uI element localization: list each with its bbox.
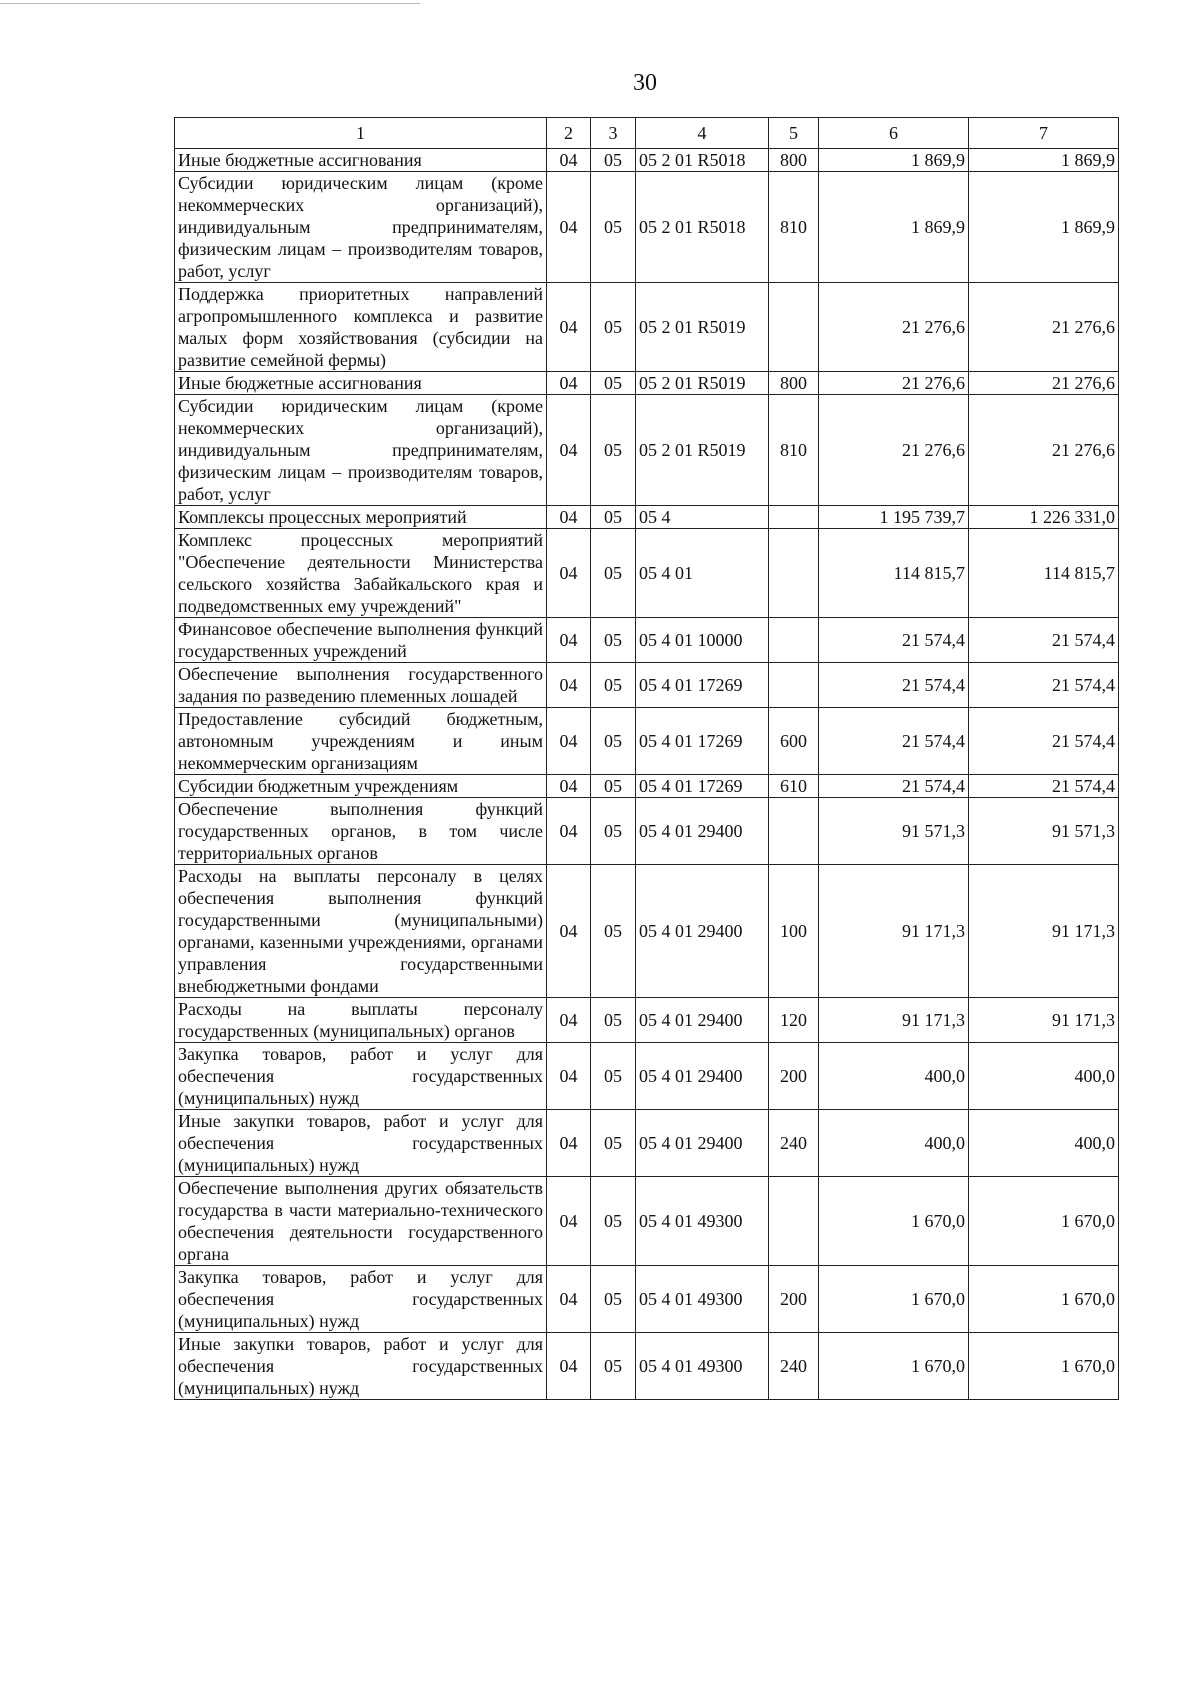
section-cell: 04 bbox=[547, 506, 591, 529]
amount-year1-cell: 1 670,0 bbox=[819, 1266, 969, 1333]
amount-year1-cell: 1 670,0 bbox=[819, 1177, 969, 1266]
subsection-cell: 05 bbox=[591, 708, 636, 775]
amount-year1-cell: 1 869,9 bbox=[819, 172, 969, 283]
table-row bbox=[175, 283, 1119, 372]
amount-year2-cell: 21 276,6 bbox=[969, 283, 1119, 372]
expense-name-cell: Субсидии юридическим лицам (кроме некоммерческих организаций), индивидуальным предпринимателям, физическим лицам – производителям товаров, работ, услуг bbox=[175, 172, 547, 283]
expense-name-cell: Иные бюджетные ассигнования bbox=[175, 372, 547, 395]
subsection-cell: 05 bbox=[591, 395, 636, 506]
target-article-cell: 05 4 01 10000 bbox=[636, 618, 769, 663]
amount-year2-cell: 21 276,6 bbox=[969, 372, 1119, 395]
subsection-cell: 05 bbox=[591, 865, 636, 998]
expense-name-cell: Комплекс процессных мероприятий "Обеспечение деятельности Министерства сельского хозяйства Забайкальского края и подведомственных ему учреждений" bbox=[175, 529, 547, 618]
column-header: 2 bbox=[547, 118, 591, 149]
subsection-cell: 05 bbox=[591, 1110, 636, 1177]
expense-type-cell bbox=[769, 1177, 819, 1266]
budget-table bbox=[174, 117, 1119, 1400]
expense-type-cell: 100 bbox=[769, 865, 819, 998]
target-article-cell: 05 4 01 17269 bbox=[636, 775, 769, 798]
amount-year2-cell: 400,0 bbox=[969, 1043, 1119, 1110]
target-article-cell: 05 4 bbox=[636, 506, 769, 529]
table-row bbox=[175, 529, 1119, 618]
table-row bbox=[175, 1043, 1119, 1110]
expense-name-cell: Комплексы процессных мероприятий bbox=[175, 506, 547, 529]
amount-year1-cell: 21 574,4 bbox=[819, 775, 969, 798]
amount-year1-cell: 21 574,4 bbox=[819, 618, 969, 663]
expense-name-cell: Обеспечение выполнения государственного задания по разведению племенных лошадей bbox=[175, 663, 547, 708]
expense-name-cell: Закупка товаров, работ и услуг для обеспечения государственных (муниципальных) нужд bbox=[175, 1043, 547, 1110]
subsection-cell: 05 bbox=[591, 506, 636, 529]
target-article-cell: 05 4 01 49300 bbox=[636, 1177, 769, 1266]
subsection-cell: 05 bbox=[591, 798, 636, 865]
target-article-cell: 05 2 01 R5019 bbox=[636, 395, 769, 506]
target-article-cell: 05 4 01 17269 bbox=[636, 663, 769, 708]
amount-year1-cell: 91 171,3 bbox=[819, 998, 969, 1043]
section-cell: 04 bbox=[547, 1177, 591, 1266]
subsection-cell: 05 bbox=[591, 1266, 636, 1333]
section-cell: 04 bbox=[547, 1266, 591, 1333]
target-article-cell: 05 2 01 R5018 bbox=[636, 172, 769, 283]
section-cell: 04 bbox=[547, 798, 591, 865]
amount-year1-cell: 21 574,4 bbox=[819, 663, 969, 708]
table-row bbox=[175, 1177, 1119, 1266]
subsection-cell: 05 bbox=[591, 149, 636, 172]
target-article-cell: 05 4 01 29400 bbox=[636, 998, 769, 1043]
amount-year1-cell: 21 276,6 bbox=[819, 372, 969, 395]
table-row bbox=[175, 506, 1119, 529]
amount-year2-cell: 91 171,3 bbox=[969, 865, 1119, 998]
subsection-cell: 05 bbox=[591, 172, 636, 283]
section-cell: 04 bbox=[547, 618, 591, 663]
amount-year2-cell: 114 815,7 bbox=[969, 529, 1119, 618]
amount-year2-cell: 1 869,9 bbox=[969, 172, 1119, 283]
expense-type-cell bbox=[769, 529, 819, 618]
section-cell: 04 bbox=[547, 395, 591, 506]
expense-type-cell: 800 bbox=[769, 372, 819, 395]
amount-year1-cell: 1 670,0 bbox=[819, 1333, 969, 1400]
table-row bbox=[175, 998, 1119, 1043]
amount-year2-cell: 21 276,6 bbox=[969, 395, 1119, 506]
subsection-cell: 05 bbox=[591, 775, 636, 798]
amount-year1-cell: 400,0 bbox=[819, 1043, 969, 1110]
expense-type-cell: 610 bbox=[769, 775, 819, 798]
target-article-cell: 05 4 01 17269 bbox=[636, 708, 769, 775]
subsection-cell: 05 bbox=[591, 529, 636, 618]
amount-year1-cell: 1 195 739,7 bbox=[819, 506, 969, 529]
expense-name-cell: Поддержка приоритетных направлений агропромышленного комплекса и развитие малых форм хозяйствования (субсидии на развитие семейной фермы) bbox=[175, 283, 547, 372]
amount-year1-cell: 21 276,6 bbox=[819, 395, 969, 506]
table-row bbox=[175, 395, 1119, 506]
subsection-cell: 05 bbox=[591, 372, 636, 395]
amount-year2-cell: 1 670,0 bbox=[969, 1266, 1119, 1333]
amount-year2-cell: 1 226 331,0 bbox=[969, 506, 1119, 529]
expense-type-cell bbox=[769, 663, 819, 708]
target-article-cell: 05 4 01 49300 bbox=[636, 1266, 769, 1333]
expense-name-cell: Субсидии юридическим лицам (кроме некоммерческих организаций), индивидуальным предпринимателям, физическим лицам – производителям товаров, работ, услуг bbox=[175, 395, 547, 506]
section-cell: 04 bbox=[547, 708, 591, 775]
target-article-cell: 05 4 01 49300 bbox=[636, 1333, 769, 1400]
expense-type-cell: 810 bbox=[769, 395, 819, 506]
expense-name-cell: Обеспечение выполнения других обязательств государства в части материально-технического обеспечения деятельности государственного органа bbox=[175, 1177, 547, 1266]
expense-name-cell: Финансовое обеспечение выполнения функций государственных учреждений bbox=[175, 618, 547, 663]
amount-year1-cell: 91 571,3 bbox=[819, 798, 969, 865]
subsection-cell: 05 bbox=[591, 663, 636, 708]
target-article-cell: 05 4 01 29400 bbox=[636, 1110, 769, 1177]
section-cell: 04 bbox=[547, 998, 591, 1043]
amount-year1-cell: 400,0 bbox=[819, 1110, 969, 1177]
scan-edge bbox=[0, 3, 420, 4]
subsection-cell: 05 bbox=[591, 1043, 636, 1110]
section-cell: 04 bbox=[547, 1333, 591, 1400]
column-header: 3 bbox=[591, 118, 636, 149]
amount-year2-cell: 21 574,4 bbox=[969, 663, 1119, 708]
expense-name-cell: Иные бюджетные ассигнования bbox=[175, 149, 547, 172]
subsection-cell: 05 bbox=[591, 1333, 636, 1400]
subsection-cell: 05 bbox=[591, 283, 636, 372]
section-cell: 04 bbox=[547, 775, 591, 798]
expense-name-cell: Закупка товаров, работ и услуг для обеспечения государственных (муниципальных) нужд bbox=[175, 1266, 547, 1333]
table-row bbox=[175, 372, 1119, 395]
target-article-cell: 05 2 01 R5018 bbox=[636, 149, 769, 172]
expense-type-cell: 200 bbox=[769, 1266, 819, 1333]
target-article-cell: 05 4 01 29400 bbox=[636, 798, 769, 865]
section-cell: 04 bbox=[547, 172, 591, 283]
target-article-cell: 05 4 01 29400 bbox=[636, 865, 769, 998]
section-cell: 04 bbox=[547, 283, 591, 372]
expense-name-cell: Предоставление субсидий бюджетным, автономным учреждениям и иным некоммерческим организациям bbox=[175, 708, 547, 775]
column-header: 7 bbox=[969, 118, 1119, 149]
section-cell: 04 bbox=[547, 1110, 591, 1177]
expense-type-cell: 600 bbox=[769, 708, 819, 775]
expense-name-cell: Расходы на выплаты персоналу в целях обеспечения выполнения функций государственными (муниципальными) органами, казенными учреждениями, органами управления государственными внебюджетными фондами bbox=[175, 865, 547, 998]
expense-type-cell bbox=[769, 506, 819, 529]
expense-name-cell: Обеспечение выполнения функций государственных органов, в том числе территориальных органов bbox=[175, 798, 547, 865]
table-row bbox=[175, 1266, 1119, 1333]
expense-type-cell: 240 bbox=[769, 1110, 819, 1177]
column-header: 5 bbox=[769, 118, 819, 149]
column-header: 4 bbox=[636, 118, 769, 149]
section-cell: 04 bbox=[547, 149, 591, 172]
expense-type-cell: 810 bbox=[769, 172, 819, 283]
expense-type-cell bbox=[769, 618, 819, 663]
section-cell: 04 bbox=[547, 529, 591, 618]
target-article-cell: 05 2 01 R5019 bbox=[636, 283, 769, 372]
target-article-cell: 05 4 01 29400 bbox=[636, 1043, 769, 1110]
subsection-cell: 05 bbox=[591, 998, 636, 1043]
amount-year1-cell: 114 815,7 bbox=[819, 529, 969, 618]
section-cell: 04 bbox=[547, 865, 591, 998]
table-header-row bbox=[175, 118, 1119, 149]
section-cell: 04 bbox=[547, 1043, 591, 1110]
table-row bbox=[175, 149, 1119, 172]
table-row bbox=[175, 618, 1119, 663]
expense-name-cell: Субсидии бюджетным учреждениям bbox=[175, 775, 547, 798]
amount-year2-cell: 21 574,4 bbox=[969, 708, 1119, 775]
expense-type-cell: 200 bbox=[769, 1043, 819, 1110]
table-row bbox=[175, 1333, 1119, 1400]
table-row bbox=[175, 663, 1119, 708]
expense-type-cell bbox=[769, 798, 819, 865]
target-article-cell: 05 4 01 bbox=[636, 529, 769, 618]
expense-type-cell: 800 bbox=[769, 149, 819, 172]
expense-type-cell: 240 bbox=[769, 1333, 819, 1400]
amount-year2-cell: 91 171,3 bbox=[969, 998, 1119, 1043]
amount-year2-cell: 21 574,4 bbox=[969, 775, 1119, 798]
amount-year2-cell: 400,0 bbox=[969, 1110, 1119, 1177]
amount-year1-cell: 21 574,4 bbox=[819, 708, 969, 775]
column-header: 6 bbox=[819, 118, 969, 149]
target-article-cell: 05 2 01 R5019 bbox=[636, 372, 769, 395]
table-row bbox=[175, 172, 1119, 283]
expense-type-cell: 120 bbox=[769, 998, 819, 1043]
amount-year2-cell: 21 574,4 bbox=[969, 618, 1119, 663]
section-cell: 04 bbox=[547, 663, 591, 708]
expense-name-cell: Иные закупки товаров, работ и услуг для обеспечения государственных (муниципальных) нужд bbox=[175, 1333, 547, 1400]
amount-year1-cell: 1 869,9 bbox=[819, 149, 969, 172]
expense-name-cell: Иные закупки товаров, работ и услуг для обеспечения государственных (муниципальных) нужд bbox=[175, 1110, 547, 1177]
section-cell: 04 bbox=[547, 372, 591, 395]
table-row bbox=[175, 708, 1119, 775]
table-row bbox=[175, 798, 1119, 865]
amount-year2-cell: 1 869,9 bbox=[969, 149, 1119, 172]
amount-year2-cell: 91 571,3 bbox=[969, 798, 1119, 865]
amount-year2-cell: 1 670,0 bbox=[969, 1177, 1119, 1266]
page-number: 30 bbox=[633, 70, 657, 96]
table-row bbox=[175, 775, 1119, 798]
table-row bbox=[175, 1110, 1119, 1177]
expense-name-cell: Расходы на выплаты персоналу государственных (муниципальных) органов bbox=[175, 998, 547, 1043]
amount-year2-cell: 1 670,0 bbox=[969, 1333, 1119, 1400]
subsection-cell: 05 bbox=[591, 1177, 636, 1266]
column-header: 1 bbox=[175, 118, 547, 149]
table-row bbox=[175, 865, 1119, 998]
expense-type-cell bbox=[769, 283, 819, 372]
subsection-cell: 05 bbox=[591, 618, 636, 663]
amount-year1-cell: 21 276,6 bbox=[819, 283, 969, 372]
amount-year1-cell: 91 171,3 bbox=[819, 865, 969, 998]
